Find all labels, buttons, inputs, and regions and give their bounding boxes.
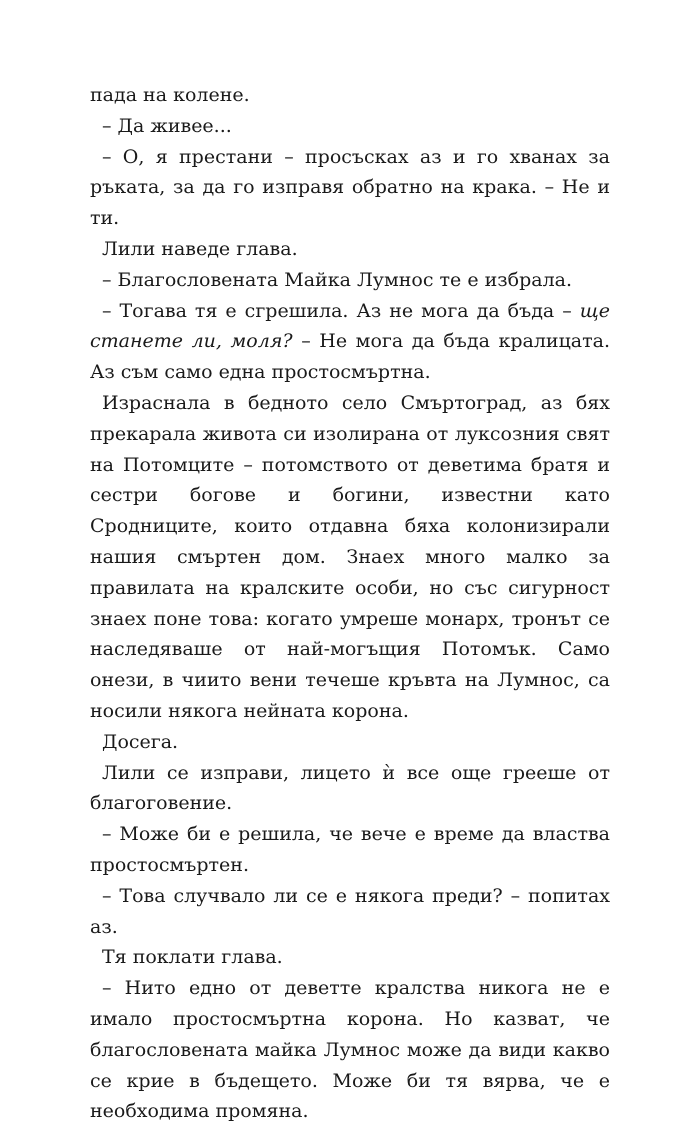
paragraph-6-part-1: – Тогава тя е сгрешила. Аз не мога да бъда – [102, 299, 580, 322]
paragraph-9: Лили се изправи, лицето ѝ все още грееше от благоговение. [90, 761, 610, 815]
paragraph-1: пада на колене. [90, 84, 250, 106]
paragraph-12: Тя поклати глава. [102, 946, 283, 969]
paragraph-10: – Може би е решила, че вече е време да властва простосмъртен. [90, 823, 610, 876]
paragraph-2: – Да живее... [102, 114, 232, 137]
paragraph-3: – О, я престани – просъсках аз и го хванах за ръката, за да го изправя обратно на крака. – Не и ти. [90, 145, 610, 230]
paragraph-11: – Това случвало ли се е някога преди? – попитах аз. [90, 884, 610, 938]
paragraph-4: Лили наведе глава. [102, 237, 298, 260]
paragraph-6 [90, 296, 610, 388]
page-text [90, 80, 610, 1127]
paragraph-7: Израснала в бедното село Смъртоград, аз бях прекарала живота си изолирана от луксозния свят на Потомците – потомството от деветима братя и сестри богове и богини, известни като Сродниците, които отдавна бяха колонизирали нашия смъртен дом. Знаех много малко за правилата на кралските особи, но със сигурност знаех поне това: когато умреше монарх, тронът се наследяваше от най-могъщия Потомък. Само онези, в чиито вени течеше кръвта на Лумнос, са носили някога нейната корона. [90, 391, 610, 722]
paragraph-8: Досега. [102, 730, 179, 753]
paragraph-5: – Благословената Майка Лумнос те е избрала. [102, 268, 573, 291]
paragraph-13: – Нито едно от деветте кралства никога не е имало простосмъртна корона. Но казват, че благословената майка Лумнос може да види какво се крие в бъдещето. Може би тя вярва, че е необходима промяна. [90, 977, 610, 1123]
paragraph-6-italic: ще станете ли, моля? [90, 299, 610, 353]
paragraph-6-part-3: – Не мога да бъда кралицата. Аз съм само една простосмъртна. [90, 330, 611, 384]
